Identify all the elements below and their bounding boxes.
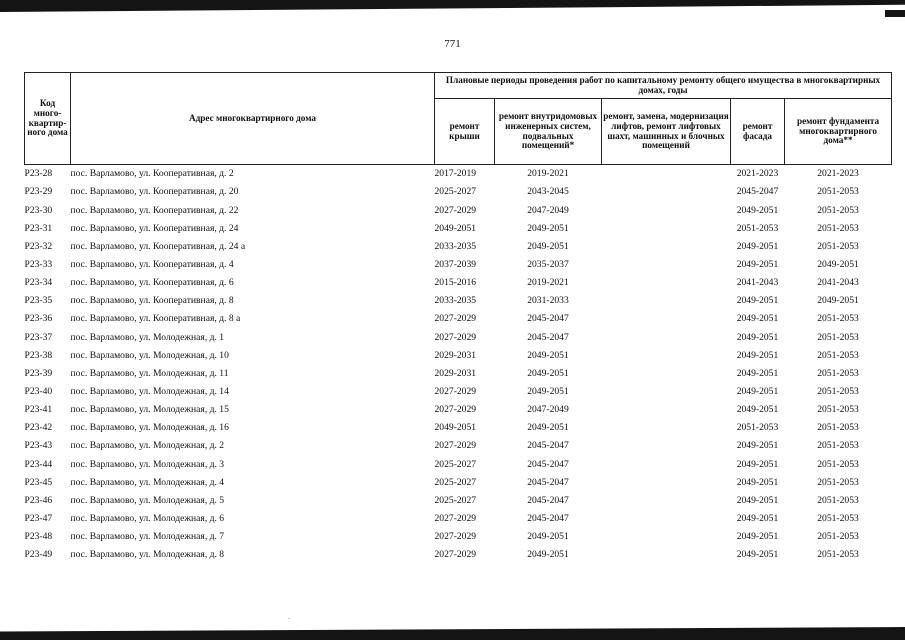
cell-address: пос. Варламово, ул. Молодежная, д. 15	[70, 404, 229, 416]
cell-roof: 2027-2029	[434, 204, 477, 216]
table-row	[25, 238, 892, 256]
cell-code: P23-35	[24, 295, 53, 307]
header-elevators: ремонт, замена, модернизация лифтов, ремонт лифтовых шахт, машинных и блочных помещений	[602, 99, 731, 165]
cell-code: P23-44	[24, 458, 53, 470]
cell-code: P23-36	[24, 313, 53, 325]
table-row	[25, 401, 892, 419]
table-row	[25, 546, 892, 564]
cell-engineering: 2049-2051	[527, 385, 569, 397]
table-row	[25, 328, 892, 346]
cell-facade: 2049-2051	[736, 385, 779, 397]
cell-elevators	[602, 274, 731, 292]
header-engineering: ремонт внутридомовых инженерных систем, подвальных помещений*	[495, 99, 602, 165]
cell-engineering: 2047-2049	[527, 204, 569, 216]
table-row	[25, 274, 892, 292]
header-address: Адрес многоквартирного дома	[71, 73, 435, 165]
cell-elevators	[602, 510, 731, 528]
cell-foundation: 2051-2053	[817, 531, 859, 543]
cell-elevators	[602, 437, 731, 455]
cell-foundation: 2051-2053	[817, 385, 859, 397]
cell-address: пос. Варламово, ул. Молодежная, д. 7	[70, 531, 225, 543]
cell-roof: 2025-2027	[434, 494, 477, 506]
cell-address: пос. Варламово, ул. Молодежная, д. 2	[70, 440, 225, 452]
cell-facade: 2021-2023	[736, 168, 779, 180]
cell-elevators	[602, 310, 731, 328]
table-row	[25, 473, 892, 491]
cell-engineering: 2049-2051	[527, 349, 569, 361]
header-foundation: ремонт фундамента многоквартирного дома**	[785, 99, 892, 165]
cell-address: пос. Варламово, ул. Кооперативная, д. 8	[70, 295, 234, 307]
cell-facade: 2049-2051	[736, 240, 779, 252]
cell-roof: 2027-2029	[434, 331, 477, 343]
cell-code: P23-29	[24, 186, 53, 198]
cell-code: P23-45	[24, 476, 53, 488]
cell-foundation: 2051-2053	[817, 494, 859, 506]
cell-roof: 2027-2029	[434, 440, 477, 452]
cell-foundation: 2051-2053	[817, 440, 859, 452]
scan-edge-bottom	[0, 627, 905, 640]
cell-facade: 2049-2051	[736, 367, 779, 379]
cell-engineering: 2031-2033	[527, 295, 569, 307]
cell-engineering: 2035-2037	[527, 258, 569, 270]
cell-code: P23-37	[24, 331, 53, 343]
cell-roof: 2027-2029	[434, 512, 477, 524]
cell-elevators	[602, 546, 731, 564]
cell-elevators	[602, 183, 731, 201]
cell-code: P23-31	[24, 222, 53, 234]
cell-foundation: 2051-2053	[817, 458, 859, 470]
cell-roof: 2027-2029	[434, 385, 477, 397]
cell-engineering: 2019-2021	[527, 168, 569, 180]
cell-elevators	[602, 492, 731, 510]
cell-foundation: 2041-2043	[817, 277, 859, 289]
table-row	[25, 219, 892, 237]
cell-code: P23-28	[24, 168, 53, 180]
cell-roof: 2017-2019	[434, 168, 477, 180]
page-number: 771	[444, 38, 461, 50]
cell-code: P23-39	[24, 367, 53, 379]
cell-address: пос. Варламово, ул. Кооперативная, д. 22	[70, 204, 239, 216]
cell-facade: 2045-2047	[736, 186, 779, 198]
table-row	[25, 510, 892, 528]
cell-code: P23-38	[24, 349, 53, 361]
cell-address: пос. Варламово, ул. Кооперативная, д. 6	[70, 277, 234, 289]
cell-elevators	[602, 292, 731, 310]
cell-foundation: 2049-2051	[817, 258, 859, 270]
cell-facade: 2049-2051	[736, 440, 779, 452]
cell-elevators	[602, 328, 731, 346]
table-row	[25, 437, 892, 455]
cell-elevators	[602, 165, 731, 184]
cell-foundation: 2051-2053	[817, 476, 859, 488]
cell-foundation: 2051-2053	[817, 186, 859, 198]
cell-foundation: 2051-2053	[817, 367, 859, 379]
cell-foundation: 2051-2053	[817, 549, 859, 561]
cell-elevators	[602, 346, 731, 364]
cell-address: пос. Варламово, ул. Молодежная, д. 1	[70, 331, 225, 343]
cell-roof: 2033-2035	[434, 295, 477, 307]
cell-facade: 2049-2051	[736, 204, 779, 216]
cell-code: P23-48	[24, 531, 53, 543]
cell-engineering: 2049-2051	[527, 531, 569, 543]
cell-facade: 2049-2051	[736, 404, 779, 416]
cell-code: P23-46	[24, 494, 53, 506]
cell-elevators	[602, 219, 731, 237]
cell-facade: 2049-2051	[736, 458, 779, 470]
cell-foundation: 2049-2051	[817, 295, 859, 307]
table-row	[25, 492, 892, 510]
table-row	[25, 165, 892, 184]
cell-facade: 2051-2053	[736, 422, 779, 434]
cell-elevators	[602, 455, 731, 473]
header-periods-group: Плановые периоды проведения работ по капитальному ремонту общего имущества в многоквартирных домах, годы	[435, 73, 892, 99]
header-facade: ремонт фасада	[731, 99, 785, 165]
cell-foundation: 2021-2023	[817, 168, 859, 180]
cell-facade: 2049-2051	[736, 349, 779, 361]
cell-code: P23-43	[24, 440, 53, 452]
cell-facade: 2041-2043	[736, 277, 779, 289]
cell-address: пос. Варламово, ул. Молодежная, д. 14	[70, 385, 229, 397]
table-row	[25, 201, 892, 219]
cell-roof: 2015-2016	[434, 277, 477, 289]
cell-engineering: 2049-2051	[527, 367, 569, 379]
cell-elevators	[602, 201, 731, 219]
table-row	[25, 383, 892, 401]
table-row	[25, 528, 892, 546]
cell-facade: 2049-2051	[736, 313, 779, 325]
cell-engineering: 2045-2047	[527, 331, 569, 343]
cell-roof: 2027-2029	[434, 404, 477, 416]
cell-code: P23-41	[24, 404, 53, 416]
cell-roof: 2027-2029	[434, 313, 477, 325]
cell-code: P23-33	[24, 258, 53, 270]
repair-schedule-table	[24, 72, 892, 564]
table-row	[25, 256, 892, 274]
cell-roof: 2027-2029	[434, 549, 477, 561]
header-roof: ремонт крыши	[435, 99, 495, 165]
cell-elevators	[602, 256, 731, 274]
table-row	[25, 365, 892, 383]
cell-elevators	[602, 365, 731, 383]
table-header	[25, 73, 892, 165]
cell-roof: 2029-2031	[434, 367, 477, 379]
scan-edge-top-right	[885, 10, 905, 17]
cell-address: пос. Варламово, ул. Молодежная, д. 4	[70, 476, 225, 488]
cell-elevators	[602, 401, 731, 419]
header-code: Код много-квартир-ного дома	[25, 73, 71, 165]
cell-address: пос. Варламово, ул. Кооперативная, д. 24 а	[70, 240, 246, 252]
cell-address: пос. Варламово, ул. Молодежная, д. 5	[70, 494, 225, 506]
cell-foundation: 2051-2053	[817, 240, 859, 252]
table-row	[25, 310, 892, 328]
cell-foundation: 2051-2053	[817, 222, 859, 234]
cell-engineering: 2047-2049	[527, 404, 569, 416]
cell-roof: 2037-2039	[434, 258, 477, 270]
cell-code: P23-34	[24, 277, 53, 289]
cell-roof: 2025-2027	[434, 186, 477, 198]
cell-engineering: 2045-2047	[527, 458, 569, 470]
cell-address: пос. Варламово, ул. Кооперативная, д. 4	[70, 258, 234, 270]
table-row	[25, 292, 892, 310]
cell-address: пос. Варламово, ул. Молодежная, д. 10	[70, 349, 229, 361]
table-row	[25, 455, 892, 473]
cell-roof: 2025-2027	[434, 476, 477, 488]
cell-engineering: 2045-2047	[527, 313, 569, 325]
cell-elevators	[602, 473, 731, 491]
cell-engineering: 2019-2021	[527, 277, 569, 289]
table-row	[25, 346, 892, 364]
cell-facade: 2049-2051	[736, 258, 779, 270]
cell-address: пос. Варламово, ул. Молодежная, д. 6	[70, 512, 225, 524]
cell-address: пос. Варламово, ул. Молодежная, д. 16	[70, 422, 229, 434]
cell-facade: 2049-2051	[736, 331, 779, 343]
cell-address: пос. Варламово, ул. Молодежная, д. 8	[70, 549, 225, 561]
cell-facade: 2049-2051	[736, 494, 779, 506]
cell-address: пос. Варламово, ул. Кооперативная, д. 8 а	[70, 313, 241, 325]
cell-facade: 2049-2051	[736, 476, 779, 488]
cell-roof: 2033-2035	[434, 240, 477, 252]
cell-address: пос. Варламово, ул. Кооперативная, д. 24	[70, 222, 239, 234]
cell-facade: 2049-2051	[736, 549, 779, 561]
cell-elevators	[602, 383, 731, 401]
cell-engineering: 2045-2047	[527, 440, 569, 452]
cell-code: P23-42	[24, 422, 53, 434]
cell-engineering: 2045-2047	[527, 476, 569, 488]
cell-engineering: 2049-2051	[527, 549, 569, 561]
cell-code: P23-40	[24, 385, 53, 397]
cell-roof: 2049-2051	[434, 422, 477, 434]
cell-engineering: 2045-2047	[527, 512, 569, 524]
cell-code: P23-30	[24, 204, 53, 216]
cell-address: пос. Варламово, ул. Молодежная, д. 11	[70, 367, 229, 379]
cell-address: пос. Варламово, ул. Кооперативная, д. 20	[70, 186, 239, 198]
cell-foundation: 2051-2053	[817, 331, 859, 343]
cell-elevators	[602, 238, 731, 256]
table-row	[25, 183, 892, 201]
cell-facade: 2051-2053	[736, 222, 779, 234]
cell-roof: 2029-2031	[434, 349, 477, 361]
cell-foundation: 2051-2053	[817, 422, 859, 434]
table-body	[25, 165, 892, 565]
cell-elevators	[602, 528, 731, 546]
cell-code: P23-49	[24, 549, 53, 561]
table-row	[25, 419, 892, 437]
cell-foundation: 2051-2053	[817, 349, 859, 361]
cell-engineering: 2049-2051	[527, 222, 569, 234]
cell-engineering: 2049-2051	[527, 422, 569, 434]
cell-engineering: 2045-2047	[527, 494, 569, 506]
cell-roof: 2025-2027	[434, 458, 477, 470]
cell-code: P23-32	[24, 240, 53, 252]
cell-foundation: 2051-2053	[817, 404, 859, 416]
cell-engineering: 2049-2051	[527, 240, 569, 252]
cell-facade: 2049-2051	[736, 531, 779, 543]
cell-facade: 2049-2051	[736, 295, 779, 307]
scan-speck: .	[288, 612, 290, 621]
cell-engineering: 2043-2045	[527, 186, 569, 198]
cell-foundation: 2051-2053	[817, 512, 859, 524]
scan-edge-top	[0, 0, 905, 12]
cell-elevators	[602, 419, 731, 437]
cell-address: пос. Варламово, ул. Кооперативная, д. 2	[70, 168, 234, 180]
cell-foundation: 2051-2053	[817, 313, 859, 325]
cell-address: пос. Варламово, ул. Молодежная, д. 3	[70, 458, 225, 470]
cell-facade: 2049-2051	[736, 512, 779, 524]
cell-roof: 2049-2051	[434, 222, 477, 234]
cell-foundation: 2051-2053	[817, 204, 859, 216]
cell-roof: 2027-2029	[434, 531, 477, 543]
cell-code: P23-47	[24, 512, 53, 524]
